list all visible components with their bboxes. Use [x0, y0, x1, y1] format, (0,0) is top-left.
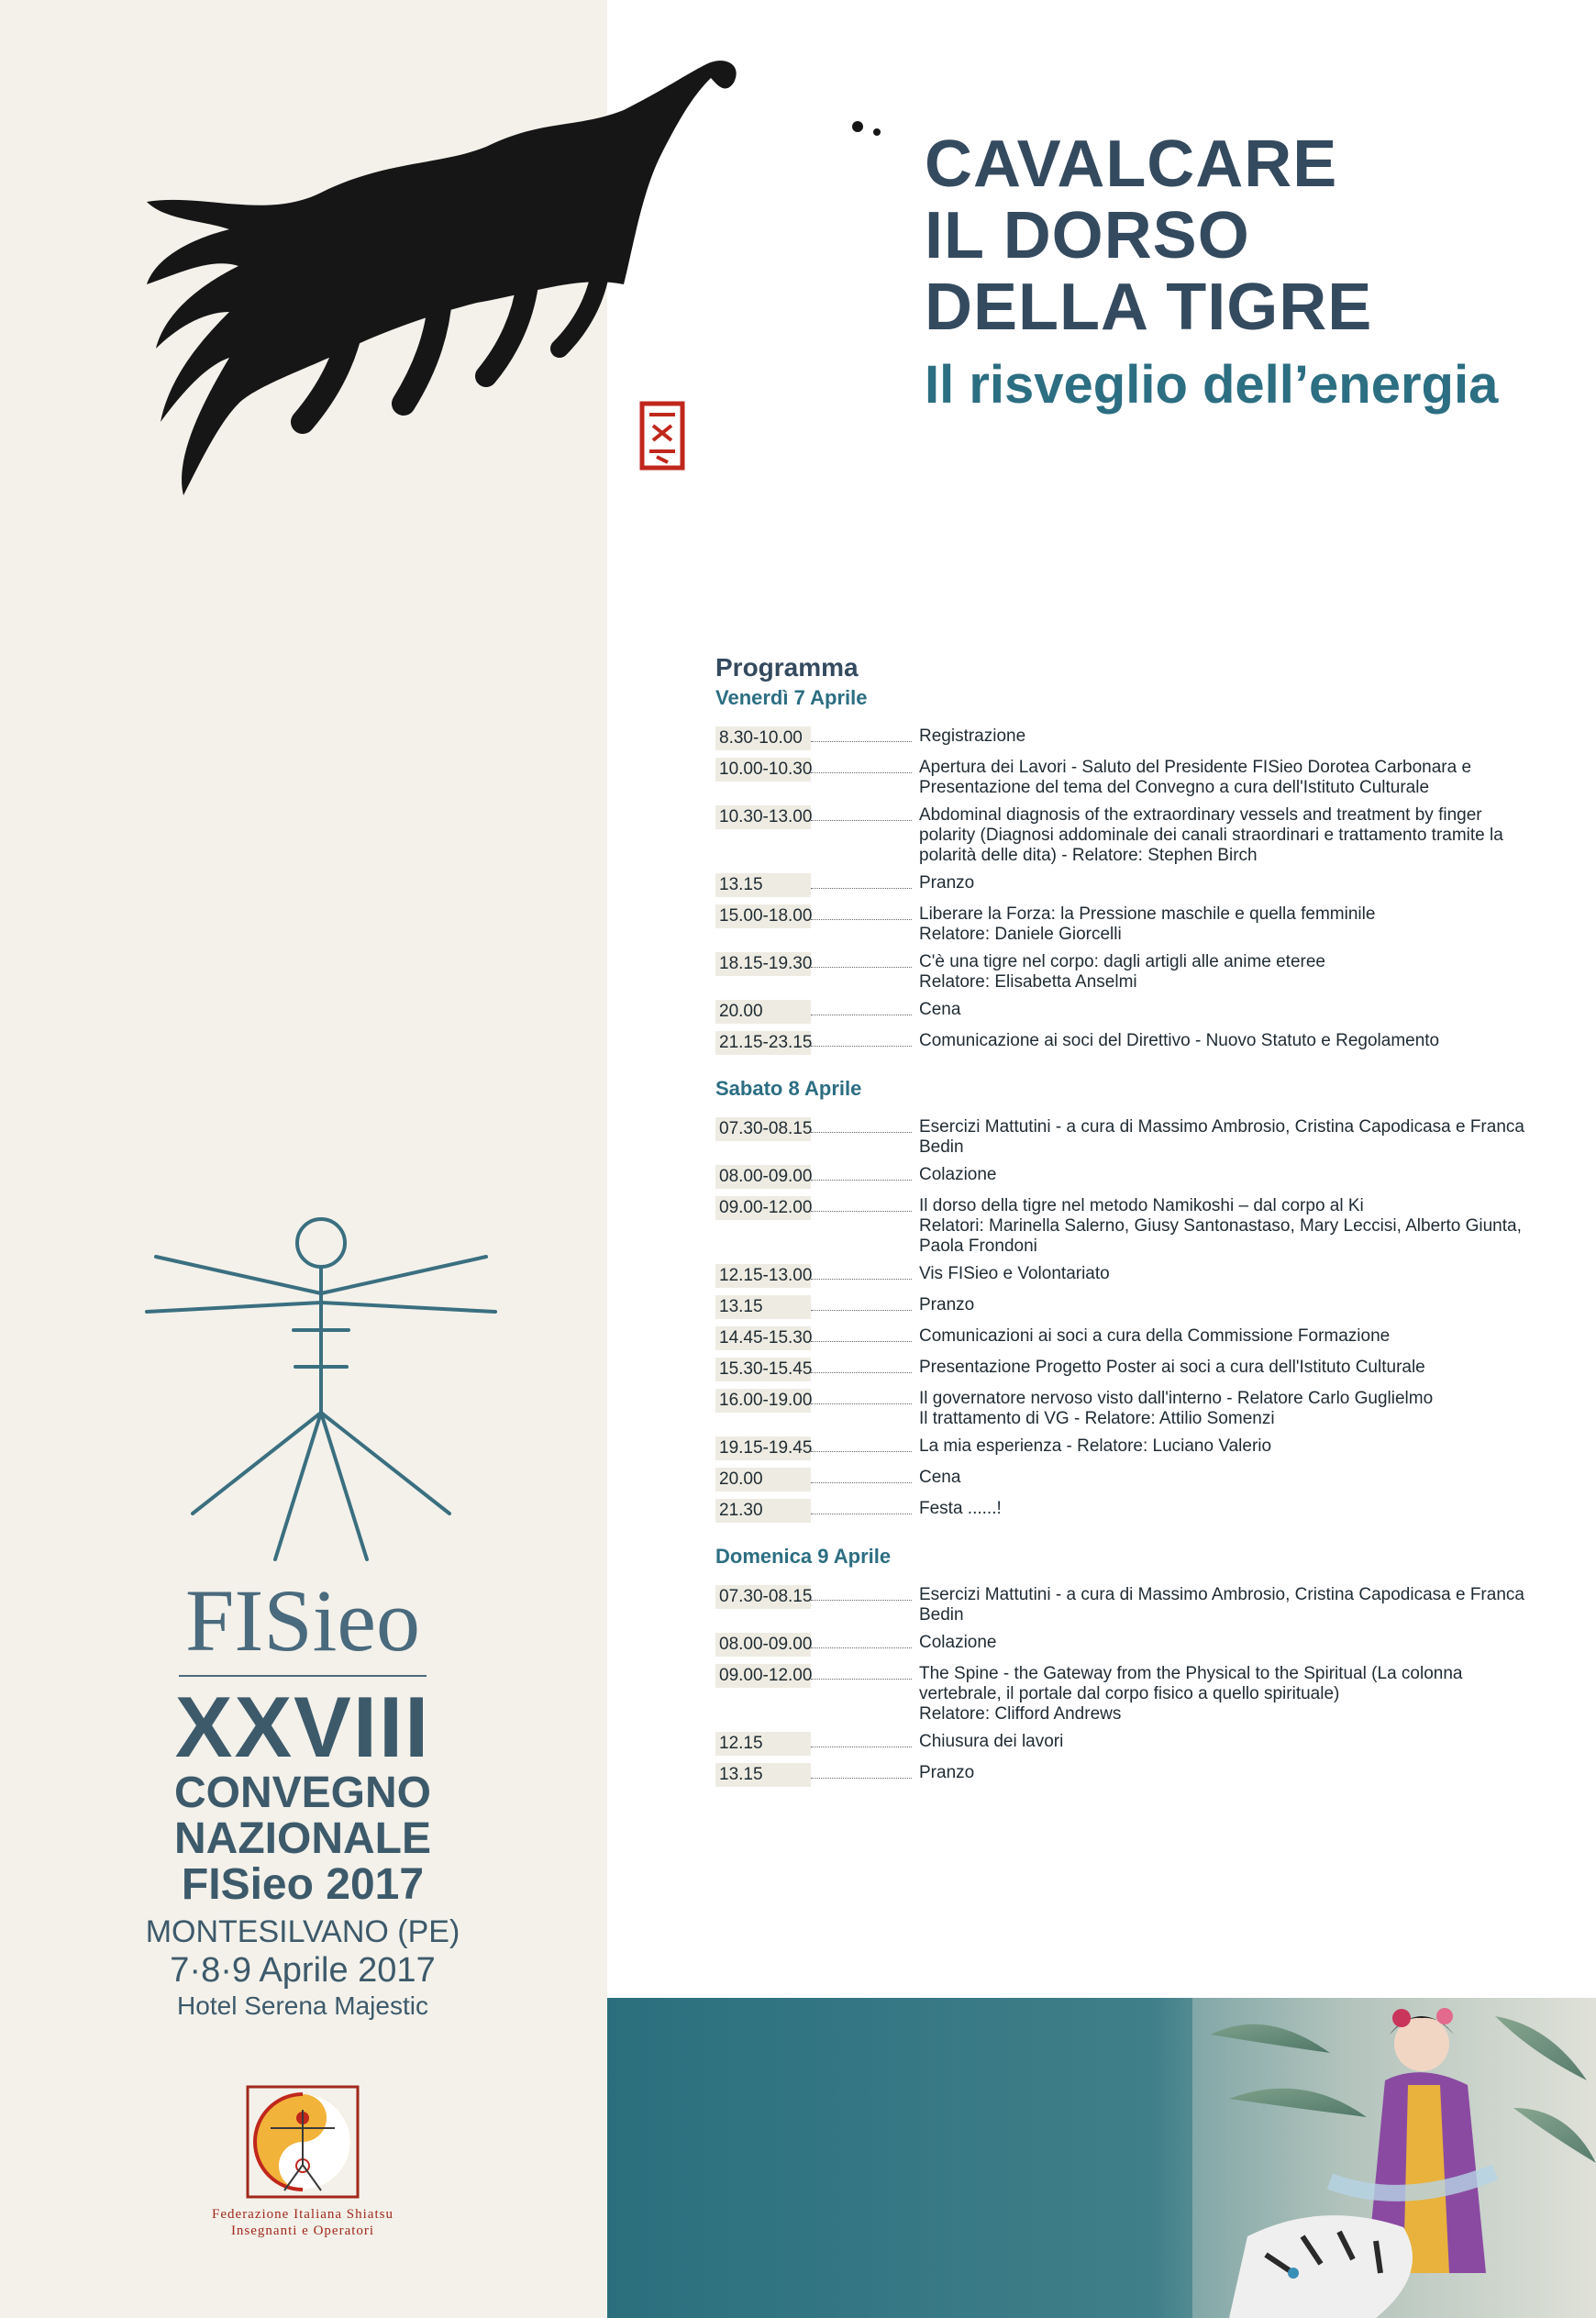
schedule-time: 21.30 — [715, 1499, 811, 1523]
schedule-time: 20.00 — [715, 1468, 811, 1492]
schedule-description: La mia esperienza - Relatore: Luciano Valerio — [919, 1436, 1272, 1456]
dotted-leader — [811, 1763, 912, 1779]
schedule-time: 12.15 — [715, 1732, 811, 1756]
dotted-leader — [811, 1326, 912, 1342]
schedule-time: 13.15 — [715, 1295, 811, 1319]
dotted-leader — [811, 1664, 912, 1680]
schedule-description: Vis FISieo e Volontariato — [919, 1264, 1110, 1283]
dotted-leader — [811, 1436, 912, 1452]
schedule-description: Apertura dei Lavori - Saluto del Presidente FISieo Dorotea Carbonara e Presentazione del tema del Convegno a cura dell'Istituto Culturale — [919, 758, 1472, 797]
day-title: Venerdì 7 Aprile — [715, 686, 868, 709]
dotted-leader — [811, 758, 912, 773]
schedule-row — [715, 952, 1541, 993]
dotted-leader — [811, 1000, 912, 1015]
schedule-description: Abdominal diagnosis of the extraordinary vessels and treatment by finger polarity (Diagnosi addominale dei canali straordinari e trattamento tramite la polarità delle dita) - Relatore: Stephen Birch — [919, 805, 1503, 865]
fisieo-logo-icon — [243, 2082, 362, 2202]
schedule-description: Pranzo — [919, 873, 975, 893]
federation-line: Insegnanti e Operatori — [230, 2224, 375, 2238]
page-subtitle: Il risveglio dell’energia — [925, 355, 1499, 415]
schedule-description: Comunicazione ai soci del Direttivo - Nuovo Statuto e Regolamento — [919, 1031, 1440, 1050]
schedule-description: C'è una tigre nel corpo: dagli artigli alle anime eteree Relatore: Elisabetta Anselmi — [919, 952, 1325, 992]
tiger-brush-icon — [147, 55, 899, 550]
program-section — [715, 653, 1541, 1794]
event-hotel: Hotel Serena Majestic — [177, 1991, 428, 2020]
schedule-row — [715, 1585, 1541, 1625]
dotted-leader — [811, 952, 912, 968]
schedule-description: Il dorso della tigre nel metodo Namikoshi – dal corpo al Ki Relatori: Marinella Salerno, Giusy Santonastaso, Mary Leccisi, Alberto Giunta, Paola Frondoni — [919, 1196, 1522, 1256]
dotted-leader — [811, 1499, 912, 1514]
event-brand — [64, 1570, 541, 2022]
schedule-row — [715, 1117, 1541, 1158]
brand-name: FISieo — [184, 1571, 421, 1669]
day-list — [715, 726, 1541, 1055]
dotted-leader — [811, 873, 912, 889]
schedule-description: Pranzo — [919, 1295, 975, 1314]
schedule-time: 16.00-19.00 — [715, 1389, 811, 1413]
schedule-row — [715, 1196, 1541, 1257]
schedule-row — [715, 873, 1541, 897]
schedule-time: 07.30-08.15 — [715, 1585, 811, 1609]
schedule-description: Esercizi Mattutini - a cura di Massimo Ambrosio, Cristina Capodicasa e Franca Bedin — [919, 1117, 1524, 1157]
schedule-time: 8.30-10.00 — [715, 726, 811, 750]
schedule-time: 13.15 — [715, 873, 811, 897]
woman-tiger-illustration — [1192, 1998, 1596, 2318]
dotted-leader — [811, 1264, 912, 1280]
event-line: NAZIONALE — [174, 1814, 431, 1863]
schedule-description: Festa ......! — [919, 1499, 1002, 1518]
dotted-leader — [811, 1196, 912, 1212]
schedule-time: 15.30-15.45 — [715, 1358, 811, 1381]
event-line: CONVEGNO — [173, 1769, 432, 1817]
schedule-time: 12.15-13.00 — [715, 1264, 811, 1288]
schedule-row — [715, 1763, 1541, 1787]
schedule-row — [715, 1358, 1541, 1381]
edition-number: XXVIII — [174, 1679, 431, 1775]
dotted-leader — [811, 805, 912, 821]
dotted-leader — [811, 1358, 912, 1373]
dotted-leader — [811, 1633, 912, 1648]
schedule-time: 08.00-09.00 — [715, 1633, 811, 1657]
schedule-description: Esercizi Mattutini - a cura di Massimo Ambrosio, Cristina Capodicasa e Franca Bedin — [919, 1585, 1524, 1625]
schedule-time: 09.00-12.00 — [715, 1664, 811, 1688]
schedule-time: 18.15-19.30 — [715, 952, 811, 976]
vitruvian-man-icon — [138, 1202, 504, 1569]
schedule-row — [715, 1633, 1541, 1657]
schedule-row — [715, 726, 1541, 750]
schedule-time: 20.00 — [715, 1000, 811, 1024]
schedule-row — [715, 904, 1541, 945]
schedule-time: 09.00-12.00 — [715, 1196, 811, 1220]
schedule-row — [715, 1165, 1541, 1189]
dotted-leader — [811, 1389, 912, 1404]
title-line: IL DORSO — [925, 199, 1250, 272]
schedule-description: Cena — [919, 1000, 961, 1019]
schedule-time: 14.45-15.30 — [715, 1326, 811, 1350]
page-title — [925, 128, 1567, 343]
schedule-time: 10.30-13.00 — [715, 805, 811, 829]
brand-divider — [179, 1675, 427, 1677]
schedule-time: 19.15-19.45 — [715, 1436, 811, 1460]
schedule-description: Presentazione Progetto Poster ai soci a cura dell'Istituto Culturale — [919, 1358, 1425, 1377]
day-list — [715, 1117, 1541, 1523]
schedule-row — [715, 758, 1541, 798]
schedule-time: 21.15-23.15 — [715, 1031, 811, 1055]
dotted-leader — [811, 1468, 912, 1483]
red-seal-icon — [642, 404, 682, 468]
schedule-time: 13.15 — [715, 1763, 811, 1787]
dotted-leader — [811, 726, 912, 742]
day-list — [715, 1585, 1541, 1787]
schedule-row — [715, 1732, 1541, 1756]
schedule-row — [715, 805, 1541, 866]
schedule-row — [715, 1295, 1541, 1319]
dotted-leader — [811, 1117, 912, 1133]
event-dates: 7·8·9 Aprile 2017 — [170, 1951, 436, 1990]
schedule-row — [715, 1326, 1541, 1350]
federation-line: Federazione Italiana Shiatsu — [212, 2207, 393, 2222]
dotted-leader — [811, 1031, 912, 1047]
title-line: CAVALCARE — [925, 128, 1338, 201]
schedule-time: 15.00-18.00 — [715, 904, 811, 928]
schedule-row — [715, 1468, 1541, 1492]
schedule-description: Comunicazioni ai soci a cura della Commissione Formazione — [919, 1326, 1391, 1346]
schedule-row — [715, 1499, 1541, 1523]
dotted-leader — [811, 904, 912, 920]
dotted-leader — [811, 1295, 912, 1311]
schedule-description: Colazione — [919, 1165, 997, 1184]
schedule-description: Liberare la Forza: la Pressione maschile e quella femminile Relatore: Daniele Giorcelli — [919, 904, 1376, 944]
schedule-row — [715, 1264, 1541, 1288]
event-line: FISieo 2017 — [181, 1860, 425, 1909]
schedule-row — [715, 1031, 1541, 1055]
federation-name — [156, 2206, 449, 2239]
dotted-leader — [811, 1165, 912, 1181]
schedule-description: Cena — [919, 1468, 961, 1487]
schedule-description: Il governatore nervoso visto dall'interno - Relatore Carlo Guglielmo Il trattamento di VG - Relatore: Attilio Somenzi — [919, 1389, 1434, 1428]
schedule-time: 08.00-09.00 — [715, 1165, 811, 1189]
schedule-row — [715, 1389, 1541, 1429]
schedule-description: Pranzo — [919, 1763, 975, 1782]
dotted-leader — [811, 1585, 912, 1601]
schedule-row — [715, 1000, 1541, 1024]
schedule-description: The Spine - the Gateway from the Physical to the Spiritual (La colonna vertebrale, il portale dal corpo fisico a quello spirituale) Relatore: Clifford Andrews — [919, 1664, 1463, 1724]
event-place: MONTESILVANO (PE) — [145, 1914, 460, 1949]
schedule-row — [715, 1664, 1541, 1725]
schedule-time: 10.00-10.30 — [715, 758, 811, 782]
program-title: Programma — [715, 653, 859, 682]
schedule-time: 07.30-08.15 — [715, 1117, 811, 1141]
dotted-leader — [811, 1732, 912, 1747]
schedule-description: Registrazione — [919, 726, 1026, 746]
schedule-description: Colazione — [919, 1633, 997, 1652]
schedule-description: Chiusura dei lavori — [919, 1732, 1064, 1751]
day-title: Sabato 8 Aprile — [715, 1077, 862, 1100]
schedule-row — [715, 1436, 1541, 1460]
day-title: Domenica 9 Aprile — [715, 1545, 892, 1568]
title-line: DELLA TIGRE — [925, 271, 1373, 344]
